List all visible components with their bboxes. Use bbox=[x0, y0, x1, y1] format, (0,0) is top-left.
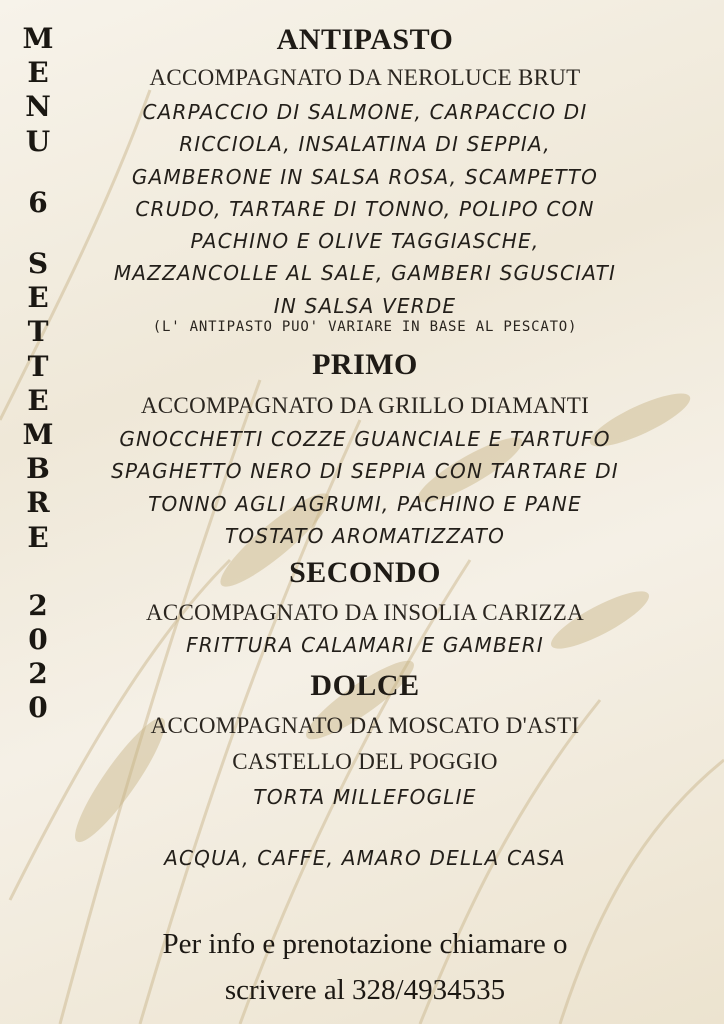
title-letter: E bbox=[27, 383, 49, 417]
primo-dishes bbox=[70, 423, 660, 552]
primo-wine: ACCOMPAGNATO DA GRILLO DIAMANTI bbox=[140, 393, 590, 418]
title-letter: M bbox=[22, 22, 54, 55]
title-day: 6 bbox=[28, 185, 48, 219]
title-letter: M bbox=[22, 418, 54, 452]
title-letter: B bbox=[26, 452, 50, 486]
dish-line: IN SALSA VERDE bbox=[273, 293, 457, 318]
dish-line: RICCIOLA, INSALATINA DI SEPPIA, bbox=[179, 132, 551, 157]
info-line: Per info e prenotazione chiamare o bbox=[162, 928, 568, 960]
title-year-digit: 0 bbox=[28, 691, 48, 725]
title-letter: T bbox=[27, 315, 49, 349]
secondo-heading: SECONDO bbox=[289, 556, 441, 589]
title-year-digit: 0 bbox=[28, 623, 48, 657]
dish-line: SPAGHETTO NERO DI SEPPIA CON TARTARE DI bbox=[111, 459, 619, 484]
dish-line: TONNO AGLI AGRUMI, PACHINO E PANE bbox=[148, 491, 582, 516]
title-letter: E bbox=[27, 520, 49, 554]
dish-line: TOSTATO AROMATIZZATO bbox=[224, 523, 506, 548]
dolce-dish: TORTA MILLEFOGLIE bbox=[253, 785, 477, 809]
vertical-title bbox=[18, 22, 58, 726]
primo-heading: PRIMO bbox=[312, 348, 418, 381]
dish-line: CRUDO, TARTARE DI TONNO, POLIPO CON bbox=[135, 196, 595, 221]
antipasto-note: (L' ANTIPASTO PUO' VARIARE IN BASE AL PESCATO) bbox=[152, 319, 578, 335]
title-letter: S bbox=[27, 247, 49, 281]
antipasto-heading: ANTIPASTO bbox=[276, 23, 454, 56]
title-letter: R bbox=[26, 486, 50, 520]
dish-line: PACHINO E OLIVE TAGGIASCHE, bbox=[190, 229, 540, 254]
title-year-digit: 2 bbox=[28, 657, 48, 691]
title-letter: E bbox=[27, 281, 49, 315]
dolce-wine: ACCOMPAGNATO DA MOSCATO D'ASTI bbox=[150, 713, 580, 738]
title-letter: T bbox=[27, 349, 49, 383]
dolce-heading: DOLCE bbox=[310, 669, 420, 702]
secondo-dish: FRITTURA CALAMARI E GAMBERI bbox=[186, 633, 544, 657]
phone-line: scrivere al 328/4934535 bbox=[224, 974, 506, 1006]
dish-line: MAZZANCOLLE AL SALE, GAMBERI SGUSCIATI bbox=[113, 261, 617, 286]
title-letter: U bbox=[25, 124, 51, 158]
dish-line: GAMBERONE IN SALSA ROSA, SCAMPETTO bbox=[131, 164, 599, 189]
dolce-wine-producer: CASTELLO DEL POGGIO bbox=[232, 749, 498, 774]
title-letter: E bbox=[27, 56, 49, 90]
dish-line: GNOCCHETTI COZZE GUANCIALE E TARTUFO bbox=[119, 427, 611, 451]
title-letter: N bbox=[25, 90, 51, 124]
secondo-wine: ACCOMPAGNATO DA INSOLIA CARIZZA bbox=[145, 600, 585, 625]
title-year-digit: 2 bbox=[28, 588, 48, 622]
extras-line: ACQUA, CAFFE, AMARO DELLA CASA bbox=[164, 846, 566, 870]
antipasto-dishes bbox=[70, 96, 660, 322]
dish-line: CARPACCIO DI SALMONE, CARPACCIO DI bbox=[142, 100, 588, 124]
antipasto-wine: ACCOMPAGNATO DA NEROLUCE BRUT bbox=[149, 65, 581, 90]
